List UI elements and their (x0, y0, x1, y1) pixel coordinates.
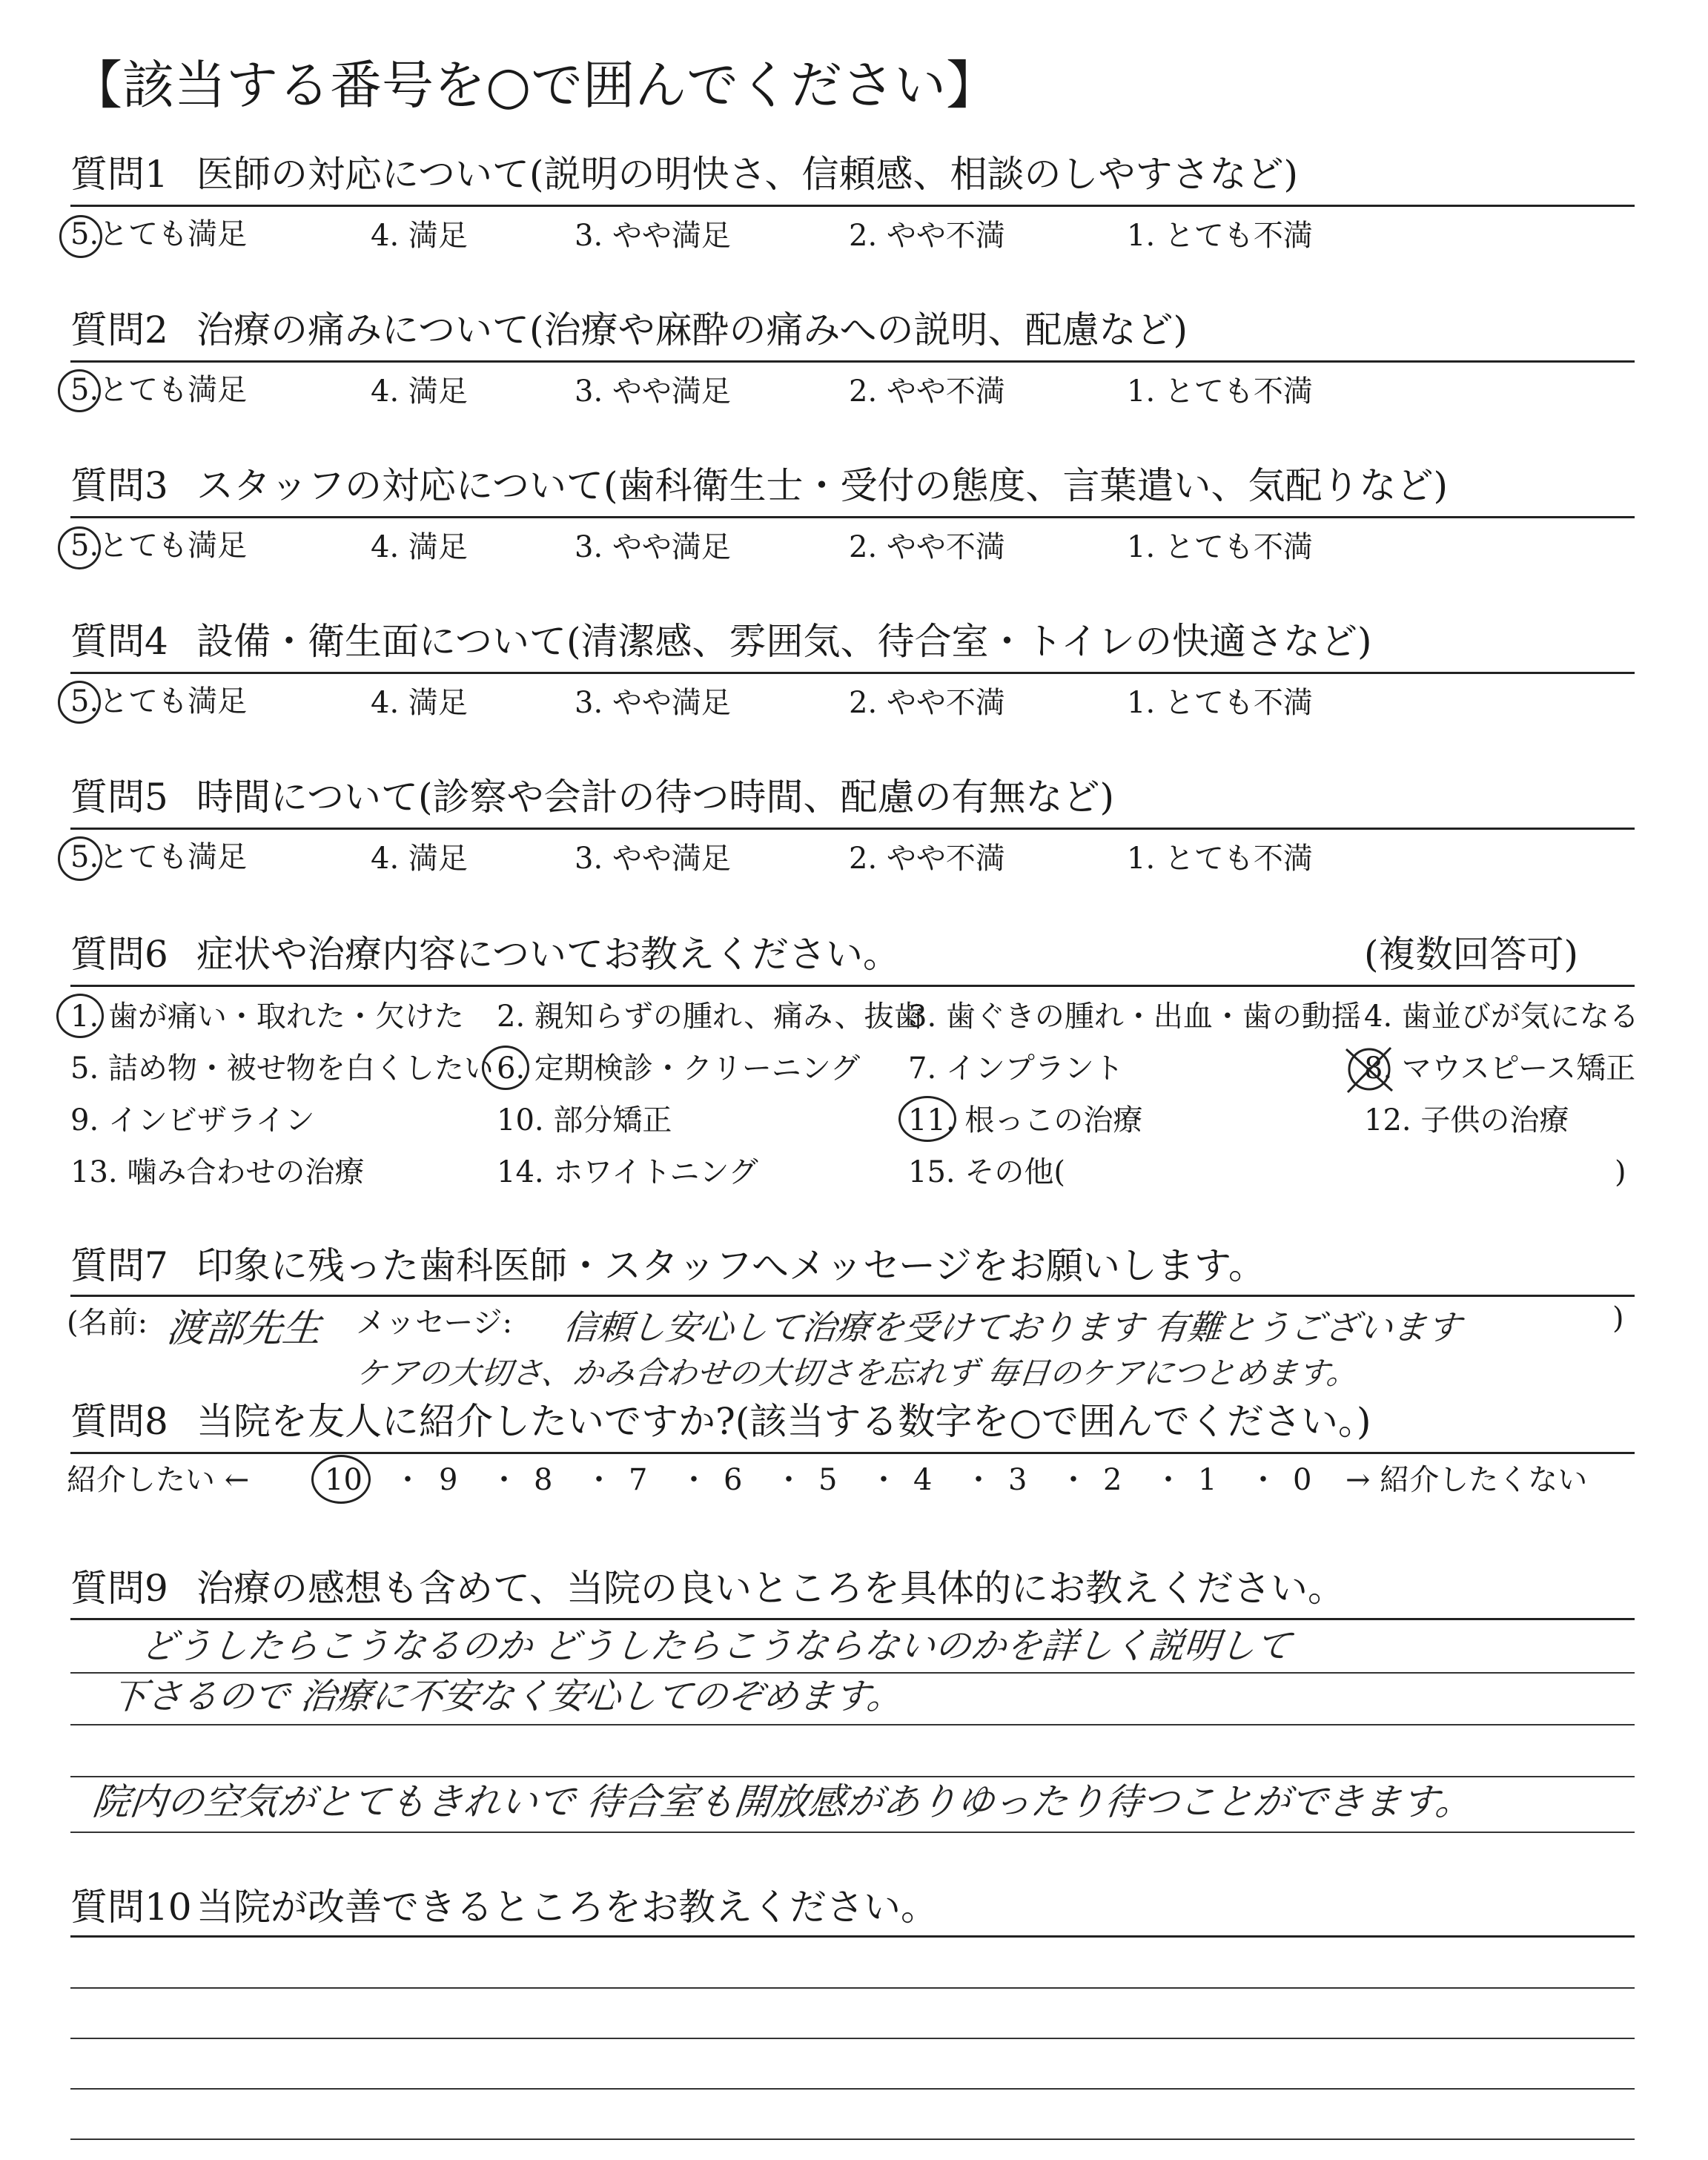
question-2-option-5[interactable]: 5.とても満足 (70, 373, 248, 407)
question-4-text: 設備・衛生面について(清潔感、雰囲気、待合室・トイレの快適さなど) (196, 620, 1372, 663)
q8-scale-1[interactable]: 1 (1198, 1463, 1217, 1497)
question-1-text: 医師の対応について(説明の明快さ、信頼感、相談のしやすさなど) (196, 153, 1299, 196)
question-2-option-2[interactable]: 2. やや不満 (849, 374, 1005, 409)
q6-item-15-close: ) (1615, 1155, 1626, 1189)
q6-item-5[interactable]: 5. 詰め物・被せ物を白くしたい (70, 1051, 494, 1086)
question-5 (70, 773, 1114, 821)
q6-item-7[interactable]: 7. インプラント (908, 1051, 1124, 1086)
form-title: 【該当する番号を○で囲んでください】 (70, 55, 999, 116)
question-3-number: 質問3 (70, 464, 168, 507)
question-9-rule (70, 1618, 1635, 1620)
question-4-option-4[interactable]: 4. 満足 (371, 686, 468, 720)
question-3-option-5[interactable]: 5.とても満足 (70, 529, 248, 563)
q7-name-value[interactable]: 渡部先生 (164, 1307, 324, 1351)
question-8-rule (70, 1452, 1635, 1454)
q8-scale-dot: ・ (393, 1463, 423, 1497)
question-7 (70, 1242, 1265, 1289)
question-4-option-3[interactable]: 3. やや満足 (575, 686, 731, 720)
question-5-option-1[interactable]: 1. とても不満 (1127, 842, 1313, 876)
q10-answer-rule[interactable] (70, 2088, 1635, 2090)
q8-scale-10[interactable]: 10 (325, 1463, 363, 1497)
question-9-number: 質問9 (70, 1567, 168, 1610)
q9-answer-line-2[interactable]: 下さるので 治療に不安なく安心してのぞめます。 (109, 1676, 905, 1717)
question-2-option-1[interactable]: 1. とても不満 (1127, 374, 1313, 409)
q8-scale-dot: ・ (964, 1463, 993, 1497)
q8-scale-7[interactable]: 7 (629, 1463, 648, 1497)
q8-scale-dot: ・ (1248, 1463, 1278, 1497)
question-4 (70, 618, 1372, 665)
q9-answer-rule (70, 1776, 1635, 1777)
question-3-option-4[interactable]: 4. 満足 (371, 530, 468, 564)
question-1-option-4[interactable]: 4. 満足 (371, 219, 468, 253)
question-10-text: 当院が改善できるところをお教えください。 (196, 1886, 938, 1929)
q6-item-15[interactable]: 15. その他( (908, 1155, 1065, 1189)
q6-item-8[interactable]: 8. マウスピース矯正 (1364, 1051, 1636, 1086)
question-1-option-1[interactable]: 1. とても不満 (1127, 219, 1313, 253)
q7-name-label: (名前: (67, 1306, 148, 1340)
question-4-option-5[interactable]: 5.とても満足 (70, 684, 248, 719)
question-7-rule (70, 1295, 1635, 1297)
question-9-text: 治療の感想も含めて、当院の良いところを具体的にお教えください。 (196, 1567, 1345, 1610)
question-8 (70, 1398, 1371, 1445)
question-2-rule (70, 360, 1635, 363)
question-3-option-2[interactable]: 2. やや不満 (849, 530, 1005, 564)
q9-answer-line-1[interactable]: どうしたらこうなるのか どうしたらこうならないのかを詳しく説明して (139, 1625, 1294, 1667)
question-7-text: 印象に残った歯科医師・スタッフへメッセージをお願いします。 (196, 1244, 1265, 1287)
question-5-option-5[interactable]: 5.とても満足 (70, 840, 248, 874)
question-1-number: 質問1 (70, 153, 168, 196)
q6-item-14[interactable]: 14. ホワイトニング (497, 1155, 758, 1189)
q8-scale-8[interactable]: 8 (534, 1463, 553, 1497)
q8-scale-5[interactable]: 5 (818, 1463, 838, 1497)
q8-scale-4[interactable]: 4 (913, 1463, 933, 1497)
question-8-number: 質問8 (70, 1400, 168, 1443)
q8-scale-9[interactable]: 9 (439, 1463, 458, 1497)
question-6 (70, 931, 900, 978)
q7-message-label: メッセージ: (356, 1306, 513, 1340)
q8-scale-dot: ・ (489, 1463, 519, 1497)
q6-item-9[interactable]: 9. インビザライン (70, 1103, 315, 1137)
q7-close-paren: ) (1612, 1301, 1624, 1335)
q6-item-12[interactable]: 12. 子供の治療 (1364, 1103, 1569, 1137)
q8-scale-6[interactable]: 6 (724, 1463, 743, 1497)
q6-item-8-cross-mark (1342, 1042, 1397, 1097)
q6-item-10[interactable]: 10. 部分矯正 (497, 1103, 672, 1137)
question-6-rule (70, 985, 1635, 987)
q8-left-label: 紹介したい ← (67, 1463, 250, 1497)
question-4-number: 質問4 (70, 620, 168, 663)
q10-answer-rule[interactable] (70, 2138, 1635, 2140)
q8-scale-dot: ・ (1153, 1463, 1183, 1497)
question-3-text: スタッフの対応について(歯科衛生士・受付の態度、言葉遣い、気配りなど) (196, 464, 1449, 507)
q8-scale-0[interactable]: 0 (1293, 1463, 1312, 1497)
q8-scale-dot: ・ (774, 1463, 804, 1497)
question-10-number: 質問10 (70, 1886, 192, 1929)
q8-scale-dot: ・ (584, 1463, 614, 1497)
question-2 (70, 306, 1188, 354)
q7-message-line-1[interactable]: 信頼し安心して治療を受けております 有難とうございます (561, 1307, 1463, 1347)
question-4-option-1[interactable]: 1. とても不満 (1127, 686, 1313, 720)
q6-item-13[interactable]: 13. 噛み合わせの治療 (70, 1155, 365, 1189)
q8-scale-dot: ・ (679, 1463, 709, 1497)
question-7-number: 質問7 (70, 1244, 168, 1287)
q9-answer-rule (70, 1832, 1635, 1833)
q8-scale-dot: ・ (869, 1463, 898, 1497)
question-6-text: 症状や治療内容についてお教えください。 (196, 933, 900, 976)
q7-message-line-2[interactable]: ケアの大切さ、かみ合わせの大切さを忘れず 毎日のケアにつとめます。 (354, 1355, 1360, 1391)
question-1 (70, 151, 1298, 198)
question-6-note: (複数回答可) (1364, 933, 1579, 976)
question-8-text: 当院を友人に紹介したいですか?(該当する数字を○で囲んでください。) (196, 1400, 1371, 1443)
q8-scale-2[interactable]: 2 (1103, 1463, 1122, 1497)
question-2-option-3[interactable]: 3. やや満足 (575, 374, 731, 409)
question-4-rule (70, 672, 1635, 674)
q10-answer-rule[interactable] (70, 1987, 1635, 1989)
question-4-option-2[interactable]: 2. やや不満 (849, 686, 1005, 720)
q6-item-4[interactable]: 4. 歯並びが気になる (1364, 1000, 1639, 1034)
question-5-text: 時間について(診察や会計の待つ時間、配慮の有無など) (196, 776, 1115, 819)
question-1-rule (70, 205, 1635, 207)
question-5-option-3[interactable]: 3. やや満足 (575, 842, 731, 876)
question-3-option-1[interactable]: 1. とても不満 (1127, 530, 1313, 564)
q9-answer-line-3[interactable]: 院内の空気がとてもきれいで 待合室も開放感がありゆったり待つことができます。 (90, 1780, 1475, 1823)
q8-scale-dot: ・ (1059, 1463, 1088, 1497)
question-5-rule (70, 828, 1635, 830)
question-2-number: 質問2 (70, 308, 168, 351)
question-6-number: 質問6 (70, 933, 168, 976)
q9-answer-rule (70, 1724, 1635, 1725)
question-5-option-4[interactable]: 4. 満足 (371, 842, 468, 876)
q9-answer-rule (70, 1672, 1635, 1674)
q6-item-11[interactable]: 11. 根っこの治療 (908, 1103, 1143, 1137)
question-10-rule (70, 1935, 1635, 1938)
question-9 (70, 1565, 1345, 1612)
question-10 (70, 1883, 938, 1931)
question-3-option-3[interactable]: 3. やや満足 (575, 530, 731, 564)
question-3-rule (70, 516, 1635, 518)
q8-right-label: → 紹介したくない (1345, 1463, 1588, 1497)
question-3 (70, 462, 1448, 509)
question-1-option-3[interactable]: 3. やや満足 (575, 219, 731, 253)
question-2-text: 治療の痛みについて(治療や麻酔の痛みへの説明、配慮など) (196, 308, 1188, 351)
q6-item-6[interactable]: 6. 定期検診・クリーニング (497, 1051, 861, 1086)
question-1-option-2[interactable]: 2. やや不満 (849, 219, 1005, 253)
question-2-option-4[interactable]: 4. 満足 (371, 374, 468, 409)
q8-scale-3[interactable]: 3 (1008, 1463, 1027, 1497)
q10-answer-rule[interactable] (70, 2038, 1635, 2039)
question-1-option-5[interactable]: 5.とても満足 (70, 217, 248, 251)
q6-item-3[interactable]: 3. 歯ぐきの腫れ・出血・歯の動揺 (908, 1000, 1361, 1034)
q6-item-1[interactable]: 1. 歯が痛い・取れた・欠けた (70, 1000, 464, 1034)
question-5-number: 質問5 (70, 776, 168, 819)
q6-item-2[interactable]: 2. 親知らずの腫れ、痛み、抜歯 (497, 1000, 924, 1034)
question-5-option-2[interactable]: 2. やや不満 (849, 842, 1005, 876)
